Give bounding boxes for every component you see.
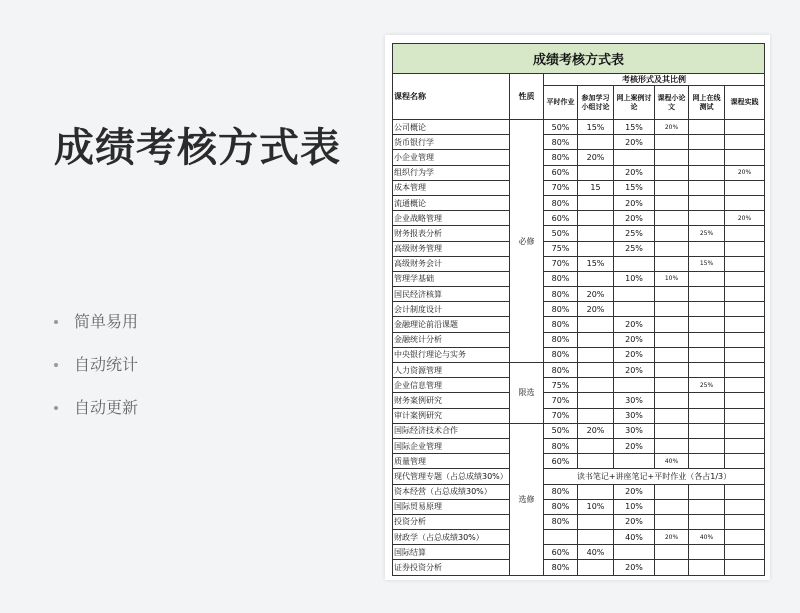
- value-cell: [614, 378, 655, 393]
- value-cell: [655, 226, 689, 241]
- value-cell: 20%: [614, 317, 655, 332]
- table-row: [393, 165, 765, 180]
- value-cell: [655, 211, 689, 226]
- value-cell: [725, 545, 765, 560]
- table-row: [393, 454, 765, 469]
- table-row: [393, 302, 765, 317]
- value-cell: 20%: [614, 211, 655, 226]
- course-name-cell: 公司概论: [393, 120, 510, 135]
- value-cell: 80%: [544, 499, 578, 514]
- course-name-cell: 人力资源管理: [393, 363, 510, 378]
- header-course: 课程名称: [393, 74, 510, 120]
- course-name-cell: 证券投资分析: [393, 560, 510, 575]
- value-cell: [689, 180, 725, 195]
- value-cell: [578, 514, 614, 529]
- value-cell: [725, 195, 765, 210]
- value-cell: [614, 150, 655, 165]
- value-cell: 80%: [544, 484, 578, 499]
- value-cell: [725, 302, 765, 317]
- table-row: [393, 256, 765, 271]
- value-cell: [578, 317, 614, 332]
- value-cell: [614, 256, 655, 271]
- value-cell: [689, 165, 725, 180]
- value-cell: 80%: [544, 560, 578, 575]
- bullet-icon: [54, 320, 58, 324]
- value-cell: 20%: [655, 120, 689, 135]
- table-row: [393, 499, 765, 514]
- value-cell: 15%: [578, 256, 614, 271]
- value-cell: 10%: [655, 271, 689, 286]
- value-cell: 10%: [614, 271, 655, 286]
- course-name-cell: 成本管理: [393, 180, 510, 195]
- value-cell: [725, 120, 765, 135]
- value-cell: [725, 560, 765, 575]
- value-cell: 80%: [544, 438, 578, 453]
- value-cell: [725, 180, 765, 195]
- course-name-cell: 国际企业管理: [393, 438, 510, 453]
- value-cell: [578, 530, 614, 545]
- value-cell: [725, 484, 765, 499]
- value-cell: [725, 241, 765, 256]
- value-cell: 60%: [544, 211, 578, 226]
- value-cell: [689, 150, 725, 165]
- value-cell: [725, 271, 765, 286]
- course-name-cell: 企业战略管理: [393, 211, 510, 226]
- feature-list: [54, 312, 138, 441]
- value-cell: 20%: [614, 347, 655, 362]
- value-cell: [725, 135, 765, 150]
- course-name-cell: 国际结算: [393, 545, 510, 560]
- value-cell: [689, 271, 725, 286]
- table-row: [393, 484, 765, 499]
- value-cell: [725, 530, 765, 545]
- value-cell: [655, 378, 689, 393]
- value-cell: 60%: [544, 454, 578, 469]
- course-name-cell: 企业信息管理: [393, 378, 510, 393]
- value-cell: [655, 135, 689, 150]
- value-cell: [614, 287, 655, 302]
- value-cell: 75%: [544, 378, 578, 393]
- value-cell: [689, 408, 725, 423]
- value-cell: [578, 560, 614, 575]
- table-row: [393, 363, 765, 378]
- value-cell: 10%: [614, 499, 655, 514]
- feature-item: [54, 355, 138, 398]
- value-cell: [689, 135, 725, 150]
- value-cell: [578, 393, 614, 408]
- table-row: [393, 423, 765, 438]
- value-cell: [689, 363, 725, 378]
- course-name-cell: 现代管理专题（占总成绩30%）: [393, 469, 510, 484]
- value-cell: 25%: [689, 378, 725, 393]
- value-cell: [578, 135, 614, 150]
- spreadsheet-preview: [385, 35, 770, 580]
- value-cell: [655, 423, 689, 438]
- value-cell: 15%: [689, 256, 725, 271]
- course-name-cell: 国民经济核算: [393, 287, 510, 302]
- table-row: [393, 530, 765, 545]
- value-cell: 20%: [614, 438, 655, 453]
- value-cell: 40%: [689, 530, 725, 545]
- value-cell: [578, 271, 614, 286]
- value-cell: 70%: [544, 256, 578, 271]
- course-name-cell: 投资分析: [393, 514, 510, 529]
- value-cell: [578, 165, 614, 180]
- value-cell: [725, 347, 765, 362]
- value-cell: 15%: [614, 180, 655, 195]
- value-cell: 20%: [578, 302, 614, 317]
- value-cell: [689, 317, 725, 332]
- value-cell: [655, 545, 689, 560]
- table-row: [393, 393, 765, 408]
- value-cell: [578, 347, 614, 362]
- course-name-cell: 小企业管理: [393, 150, 510, 165]
- value-cell: 20%: [614, 195, 655, 210]
- value-cell: [578, 484, 614, 499]
- value-cell: [614, 302, 655, 317]
- feature-item: [54, 398, 138, 441]
- value-cell: 20%: [614, 363, 655, 378]
- merged-note-cell: 读书笔记+讲座笔记+平时作业（各占1/3）: [544, 469, 765, 484]
- table-row: [393, 408, 765, 423]
- value-cell: [655, 287, 689, 302]
- value-cell: 20%: [725, 165, 765, 180]
- table-row: [393, 545, 765, 560]
- value-cell: 80%: [544, 317, 578, 332]
- value-cell: 80%: [544, 271, 578, 286]
- value-cell: [578, 408, 614, 423]
- value-cell: [655, 560, 689, 575]
- value-cell: [725, 393, 765, 408]
- value-cell: [655, 180, 689, 195]
- value-cell: [689, 347, 725, 362]
- value-cell: [689, 332, 725, 347]
- value-cell: [578, 363, 614, 378]
- table-row: [393, 514, 765, 529]
- value-cell: [655, 165, 689, 180]
- value-cell: [578, 378, 614, 393]
- value-cell: [578, 438, 614, 453]
- value-cell: 80%: [544, 302, 578, 317]
- value-cell: 25%: [614, 241, 655, 256]
- table-row: [393, 347, 765, 362]
- value-cell: [725, 454, 765, 469]
- value-cell: 20%: [578, 150, 614, 165]
- value-cell: [725, 438, 765, 453]
- value-cell: [544, 530, 578, 545]
- course-name-cell: 国际贸易原理: [393, 499, 510, 514]
- value-cell: 80%: [544, 195, 578, 210]
- value-cell: 80%: [544, 514, 578, 529]
- table-row: [393, 317, 765, 332]
- value-cell: [689, 302, 725, 317]
- course-name-cell: 国际经济技术合作: [393, 423, 510, 438]
- slide-title: 成绩考核方式表: [54, 125, 341, 171]
- course-name-cell: 质量管理: [393, 454, 510, 469]
- nature-cell: 限选: [510, 363, 544, 424]
- table-row: [393, 287, 765, 302]
- value-cell: 20%: [614, 484, 655, 499]
- value-cell: 20%: [614, 135, 655, 150]
- value-cell: [725, 499, 765, 514]
- value-cell: 20%: [578, 287, 614, 302]
- value-cell: [725, 287, 765, 302]
- header-col: 网上案例讨论: [614, 86, 655, 120]
- value-cell: 30%: [614, 408, 655, 423]
- value-cell: 20%: [578, 423, 614, 438]
- value-cell: [689, 560, 725, 575]
- value-cell: [689, 454, 725, 469]
- header-col: 网上在线测试: [689, 86, 725, 120]
- value-cell: [689, 287, 725, 302]
- value-cell: [655, 363, 689, 378]
- table-body: [393, 120, 765, 576]
- value-cell: [689, 423, 725, 438]
- value-cell: 10%: [578, 499, 614, 514]
- nature-cell: 必修: [510, 120, 544, 363]
- course-name-cell: 财务案例研究: [393, 393, 510, 408]
- value-cell: [655, 256, 689, 271]
- table-row: [393, 241, 765, 256]
- course-name-cell: 审计案例研究: [393, 408, 510, 423]
- value-cell: 15%: [614, 120, 655, 135]
- value-cell: 80%: [544, 332, 578, 347]
- value-cell: 20%: [614, 332, 655, 347]
- value-cell: [725, 378, 765, 393]
- course-name-cell: 流通概论: [393, 195, 510, 210]
- header-group: 考核形式及其比例: [544, 74, 765, 86]
- feature-label: 自动更新: [74, 398, 139, 417]
- value-cell: 60%: [544, 165, 578, 180]
- value-cell: 20%: [614, 560, 655, 575]
- value-cell: [689, 545, 725, 560]
- feature-label: 简单易用: [74, 312, 139, 331]
- value-cell: [614, 454, 655, 469]
- value-cell: 80%: [544, 150, 578, 165]
- value-cell: [725, 423, 765, 438]
- value-cell: 50%: [544, 423, 578, 438]
- value-cell: [689, 393, 725, 408]
- value-cell: [655, 332, 689, 347]
- table-row: [393, 120, 765, 135]
- value-cell: [725, 317, 765, 332]
- value-cell: 40%: [614, 530, 655, 545]
- table-row: [393, 438, 765, 453]
- value-cell: [655, 241, 689, 256]
- course-name-cell: 金融统计分析: [393, 332, 510, 347]
- value-cell: 20%: [725, 211, 765, 226]
- table-row: [393, 195, 765, 210]
- value-cell: 25%: [689, 226, 725, 241]
- header-col: 平时作业: [544, 86, 578, 120]
- value-cell: [689, 120, 725, 135]
- course-name-cell: 财务报表分析: [393, 226, 510, 241]
- value-cell: 30%: [614, 423, 655, 438]
- course-name-cell: 管理学基础: [393, 271, 510, 286]
- value-cell: [655, 317, 689, 332]
- value-cell: 70%: [544, 180, 578, 195]
- value-cell: 50%: [544, 120, 578, 135]
- course-name-cell: 财政学（占总成绩30%）: [393, 530, 510, 545]
- value-cell: [689, 438, 725, 453]
- table-row: [393, 226, 765, 241]
- value-cell: [725, 150, 765, 165]
- value-cell: [614, 545, 655, 560]
- table-row: [393, 150, 765, 165]
- value-cell: [655, 484, 689, 499]
- value-cell: [655, 347, 689, 362]
- table-row: [393, 469, 765, 484]
- value-cell: 15%: [578, 120, 614, 135]
- assessment-table: [392, 43, 765, 576]
- course-name-cell: 金融理论前沿课题: [393, 317, 510, 332]
- value-cell: 70%: [544, 408, 578, 423]
- value-cell: 25%: [614, 226, 655, 241]
- value-cell: 15: [578, 180, 614, 195]
- course-name-cell: 高级财务管理: [393, 241, 510, 256]
- value-cell: 60%: [544, 545, 578, 560]
- value-cell: [725, 256, 765, 271]
- value-cell: [689, 499, 725, 514]
- value-cell: 40%: [578, 545, 614, 560]
- value-cell: [655, 438, 689, 453]
- course-name-cell: 中央银行理论与实务: [393, 347, 510, 362]
- value-cell: [578, 332, 614, 347]
- value-cell: 50%: [544, 226, 578, 241]
- value-cell: [689, 211, 725, 226]
- feature-label: 自动统计: [74, 355, 139, 374]
- header-col: 课程实践: [725, 86, 765, 120]
- value-cell: [655, 514, 689, 529]
- value-cell: [655, 150, 689, 165]
- value-cell: [689, 484, 725, 499]
- value-cell: [655, 302, 689, 317]
- value-cell: [689, 514, 725, 529]
- course-name-cell: 资本经营（占总成绩30%）: [393, 484, 510, 499]
- value-cell: [725, 363, 765, 378]
- value-cell: 40%: [655, 454, 689, 469]
- value-cell: [655, 408, 689, 423]
- table-row: [393, 211, 765, 226]
- table-row: [393, 378, 765, 393]
- course-name-cell: 货币银行学: [393, 135, 510, 150]
- value-cell: 80%: [544, 287, 578, 302]
- table-row: [393, 135, 765, 150]
- table-row: [393, 560, 765, 575]
- value-cell: 20%: [614, 514, 655, 529]
- value-cell: [655, 499, 689, 514]
- bullet-icon: [54, 406, 58, 410]
- value-cell: [578, 211, 614, 226]
- course-name-cell: 高级财务会计: [393, 256, 510, 271]
- value-cell: 20%: [614, 165, 655, 180]
- value-cell: [655, 393, 689, 408]
- value-cell: [689, 241, 725, 256]
- course-name-cell: 组织行为学: [393, 165, 510, 180]
- course-name-cell: 会计制度设计: [393, 302, 510, 317]
- feature-item: [54, 312, 138, 355]
- value-cell: 30%: [614, 393, 655, 408]
- value-cell: [725, 408, 765, 423]
- value-cell: 80%: [544, 135, 578, 150]
- nature-cell: 选修: [510, 423, 544, 575]
- value-cell: 20%: [655, 530, 689, 545]
- header-nature: 性质: [510, 74, 544, 120]
- value-cell: 80%: [544, 363, 578, 378]
- table-row: [393, 180, 765, 195]
- header-col: 参加学习小组讨论: [578, 86, 614, 120]
- value-cell: [689, 195, 725, 210]
- value-cell: [725, 226, 765, 241]
- value-cell: [578, 195, 614, 210]
- table-row: [393, 271, 765, 286]
- header-col: 课程小论文: [655, 86, 689, 120]
- value-cell: 75%: [544, 241, 578, 256]
- value-cell: [578, 226, 614, 241]
- value-cell: 80%: [544, 347, 578, 362]
- value-cell: [725, 514, 765, 529]
- table-title: 成绩考核方式表: [393, 44, 765, 74]
- bullet-icon: [54, 363, 58, 367]
- value-cell: [655, 195, 689, 210]
- value-cell: 70%: [544, 393, 578, 408]
- table-row: [393, 332, 765, 347]
- value-cell: [578, 454, 614, 469]
- value-cell: [578, 241, 614, 256]
- value-cell: [725, 332, 765, 347]
